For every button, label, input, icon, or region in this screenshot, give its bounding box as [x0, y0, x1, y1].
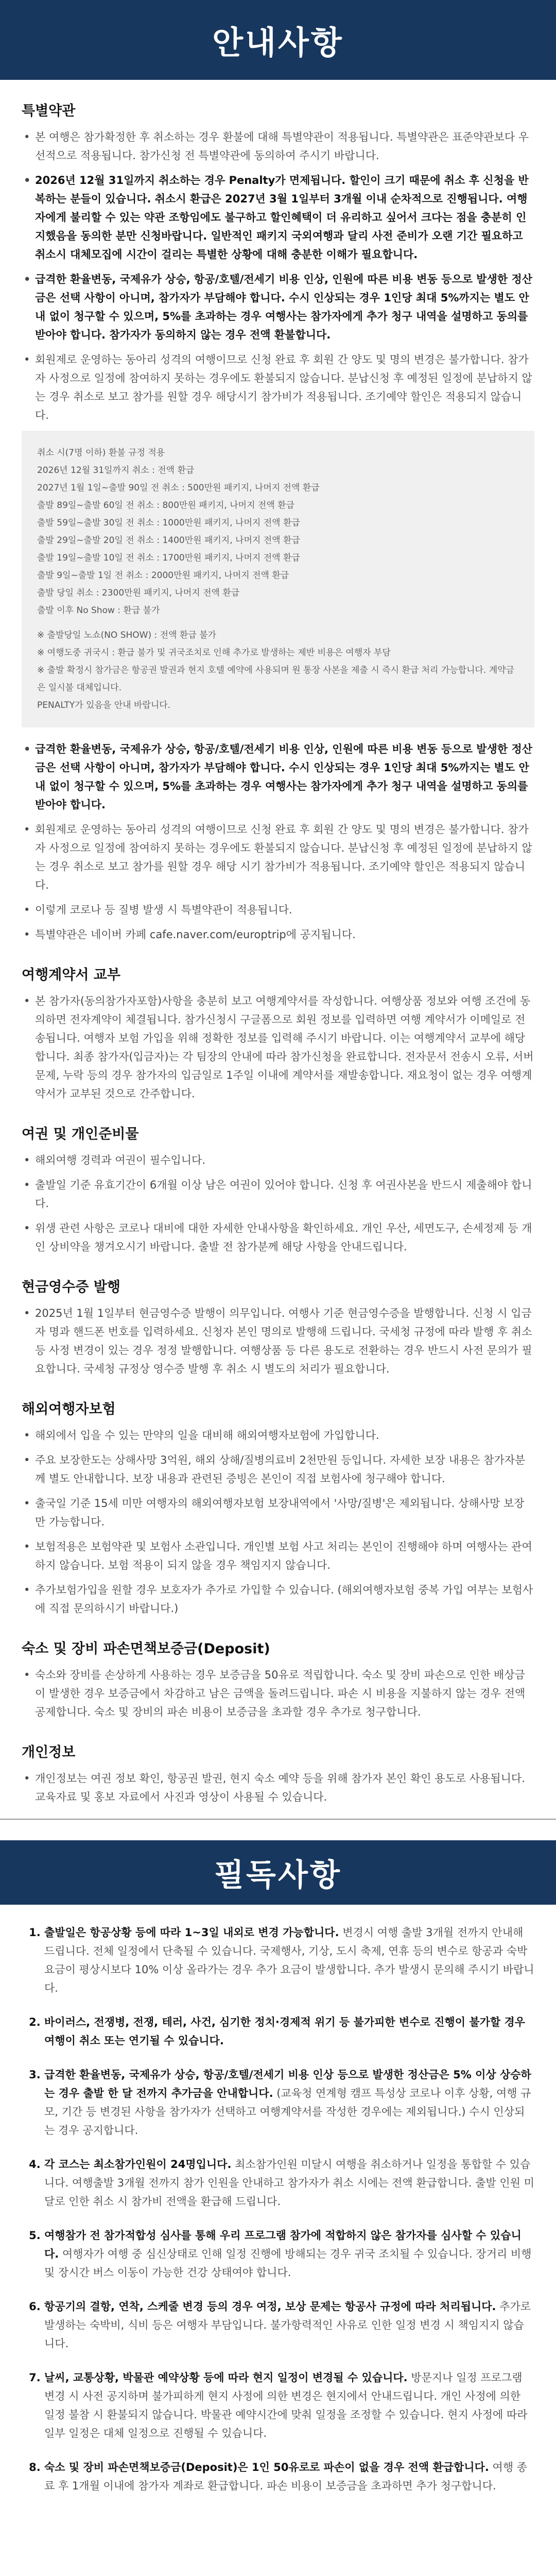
requirement-detail: (교육청 연계형 캠프 특성상 코로나 이후 상황, 여행 규모, 기간 등 변경된 사항을 참가자가 선택하고 여행계약서를 작성한 경우에는 제외됩니다.) 수시 인상되는 경우 공지합니다.	[44, 2087, 531, 2137]
penalty-line: 2027년 1월 1일~출발 90일 전 취소 : 500만원 패키지, 나머지 전액 환급	[37, 483, 320, 493]
penalty-line: 출발 89일~출발 60일 전 취소 : 800만원 패키지, 나머지 전액 환급	[37, 500, 294, 511]
bullet-item: • 보험적용은 보험약관 및 보험사 소관입니다. 개인별 보험 사고 처리는 본인이 진행해야 하며 여행사는 관여하지 않습니다. 보험 적용이 되지 않을 경우 책임지지 않습니다.	[35, 1537, 534, 1574]
requirement-item	[44, 2458, 534, 2495]
requirement-detail: 추가로 발생하는 숙박비, 식비 등은 여행자 부담입니다. 불가항력적인 사유로 인한 일정 변경 시 책임지지 않습니다.	[44, 2300, 531, 2350]
section-title: 현금영수증 발행	[22, 1279, 120, 1295]
divider	[0, 1819, 556, 1820]
requirement-lead: 각 코스는 최소참가인원이 24명입니다.	[44, 2158, 232, 2171]
bullet-list	[22, 992, 534, 1103]
bullet-item: • 해외에서 입을 수 있는 만약의 일을 대비해 해외여행자보험에 가입합니다.	[35, 1426, 534, 1445]
requirement-item	[44, 2013, 534, 2050]
penalty-line: 출발 이후 No Show : 환급 불가	[37, 605, 160, 616]
bullet-item: • 추가보험가입을 원할 경우 보호자가 추가로 가입할 수 있습니다. (해외여행자보험 중복 가입 여부는 보험사에 직접 문의하시기 바랍니다.)	[35, 1581, 534, 1618]
bullet-item: • 본 참가자(동의참가자포함)사항을 충분히 보고 여행계약서를 작성합니다. 여행상품 정보와 여행 조건에 동의하면 전자계약이 체결됩니다. 참가신청시 구글폼으로 회원 정보를 입력하면 여행 계약서가 이메일로 전송됩니다. 여행자 보험 가입을 위해 정확한 정보를 입력해 주시기 바랍니다. 이는 여행계약서 교부에 해당합니다. 최종 참가자(입금자)는 각 팀장의 안내에 따라 참가신청을 완료합니다. 전자문서 전송시 오류, 서버문제, 누락 등의 경우 참가자의 입금일로 1주일 이내에 계약서를 재발송합니다. 재요청이 없는 경우 여행계약서가 교부된 것으로 간주합니다.	[35, 992, 534, 1103]
section-title: 특별약관	[22, 103, 76, 119]
required-title: 필독사항	[214, 1857, 342, 1893]
bullet-item: • 급격한 환율변동, 국제유가 상승, 항공/호텔/전세기 비용 인상, 인원에 따른 비용 변동 등으로 발생한 정산금은 선택 사항이 아니며, 참가자가 부담해야 합니다. 수시 인상되는 경우 1인당 최대 5%까지는 별도 안내 없이 청구할 수 있으며, 5%를 초과하는 경우 여행사는 참가자에게 추가 청구 내역을 설명하고 동의를 받아야 합니다. 참가자가 동의하지 않는 경우 전액 환불합니다.	[35, 270, 534, 344]
penalty-line: 출발 29일~출발 20일 전 취소 : 1400만원 패키지, 나머지 전액 환급	[37, 535, 300, 546]
bullet-list	[22, 1426, 534, 1618]
notice-banner	[0, 0, 556, 80]
requirement-lead: 바이러스, 전쟁병, 전쟁, 테러, 사건, 심기한 정치·경제적 위기 등 불가피한 변수로 진행이 불가할 경우 여행이 취소 또는 연기될 수 있습니다.	[44, 2016, 526, 2047]
section-title: 여권 및 개인준비물	[22, 1126, 139, 1142]
requirement-detail: 여행자가 여행 중 심신상태로 인해 일정 진행에 방해되는 경우 귀국 조치될 수 있습니다. 장거리 비행 및 장시간 버스 이동이 가능한 건강 상태여야 합니다.	[44, 2248, 532, 2279]
bullet-item: • 본 여행은 참가확정한 후 취소하는 경우 환불에 대해 특별약관이 적용됩니다. 특별약관은 표준약관보다 우선적으로 적용됩니다. 참가신청 전 특별약관에 동의하여 주시기 바랍니다.	[35, 128, 534, 165]
section-title: 해외여행자보험	[22, 1401, 116, 1417]
bullet-list	[22, 1769, 534, 1806]
requirement-item	[44, 2155, 534, 2211]
requirement-item	[44, 1923, 534, 1997]
penalty-line: PENALTY가 있음을 안내 바랍니다.	[37, 700, 171, 710]
section-title: 숙소 및 장비 파손면책보증금(Deposit)	[22, 1641, 270, 1657]
bullet-list	[22, 740, 534, 944]
bullet-list	[22, 1151, 534, 1256]
bullet-item: • 숙소와 장비를 손상하게 사용하는 경우 보증금을 50유로 적립합니다. 숙소 및 장비 파손으로 인한 배상금이 발생한 경우 보증금에서 차감하고 남은 금액을 돌려드립니다. 파손 시 비용을 지불하지 않는 경우 전액 공제합니다. 숙소 및 장비의 파손 비용이 보증금을 초과할 경우 추가로 청구합니다.	[35, 1666, 534, 1721]
requirement-detail: 여행 종료 후 1개월 이내에 참가자 계좌로 환급합니다. 파손 비용이 보증금을 초과하면 추가 청구합니다.	[44, 2461, 528, 2492]
penalty-line: 2026년 12월 31일까지 취소 : 전액 환급	[37, 465, 195, 476]
requirement-lead: 급격한 환율변동, 국제유가 상승, 항공/호텔/전세기 비용 인상 등으로 발생한 정산금은 5% 이상 상승하는 경우 출발 한 달 전까지 추가금을 안내합니다.	[44, 2069, 531, 2099]
required-banner	[0, 1840, 556, 1905]
bullet-item: • 2026년 12월 31일까지 취소하는 경우 Penalty가 면제됩니다. 할인이 크기 때문에 취소 후 신청을 반복하는 분들이 있습니다. 취소시 환급은 2027년 3월 1일부터 3개월 이내 순차적으로 진행됩니다. 여행자에게 불리할 수 있는 약관 조항임에도 불구하고 할인혜택이 더 유리하고 싶어서 크다는 점을 충분히 인지했음을 동의한 분만 신청바랍니다. 일반적인 패키지 국외여행과 달리 사전 준비가 오랜 기간 필요하고 취소시 대체모집에 시간이 걸리는 특별한 상황에 대해 충분한 이해가 필요합니다.	[35, 171, 534, 264]
requirement-item	[44, 2297, 534, 2353]
bullet-item: • 급격한 환율변동, 국제유가 상승, 항공/호텔/전세기 비용 인상, 인원에 따른 비용 변동 등으로 발생한 정산금은 선택 사항이 아니며, 참가자가 부담해야 합니다. 수시 인상되는 경우 1인당 최대 5%까지는 별도 안내 없이 청구할 수 있으며, 5%를 초과하는 경우 여행사는 참가자에게 추가 청구 내역을 설명하고 동의를 받아야 합니다.	[35, 740, 534, 814]
requirement-lead: 숙소 및 장비 파손면책보증금(Deposit)은 1인 50유로로 파손이 없을 경우 전액 환급합니다.	[44, 2461, 489, 2473]
requirement-lead: 날씨, 교통상황, 박물관 예약상황 등에 따라 현지 일정이 변경될 수 있습니다.	[44, 2371, 408, 2384]
bullet-item: • 회원제로 운영하는 동아리 성격의 여행이므로 신청 완료 후 회원 간 양도 및 명의 변경은 불가합니다. 참가자 사정으로 일정에 참여하지 못하는 경우에도 환불되지 않습니다. 분납신청 후 예정된 일정에 분납하지 않는 경우 취소로 보고 참가를 원할 경우 해당 시기 참가비가 적용됩니다. 조기예약 할인은 적용되지 않습니다.	[35, 820, 534, 894]
penalty-line: ※ 출발당일 노쇼(NO SHOW) : 전액 환급 불가	[37, 630, 216, 640]
requirement-detail: 방문지나 일정 프로그램 변경 시 사전 공지하며 불가피하게 현지 사정에 의한 변경은 현지에서 안내드립니다. 개인 사정에 의한 일정 불참 시 환불되지 않습니다. 박물관 예약시간에 맞춰 일정을 조정할 수 있습니다. 현지 사정에 따라 일부 일정은 대체 일정으로 진행될 수 있습니다.	[44, 2371, 528, 2439]
bullet-item: • 주요 보장한도는 상해사망 3억원, 해외 상해/질병의료비 2천만원 등입니다. 자세한 보장 내용은 참가자분께 별도 안내합니다. 보장 내용과 관련된 증빙은 본인이 직접 보험사에 청구해야 합니다.	[35, 1451, 534, 1488]
section-title: 여행계약서 교부	[22, 967, 120, 983]
penalty-line: 출발 19일~출발 10일 전 취소 : 1700만원 패키지, 나머지 전액 환급	[37, 553, 300, 563]
penalty-line: 출발 당일 취소 : 2300만원 패키지, 나머지 전액 환급	[37, 588, 240, 598]
penalty-line: 취소 시(7명 이하) 환불 규정 적용	[37, 448, 165, 458]
penalty-box	[22, 431, 534, 727]
requirement-item	[44, 2368, 534, 2443]
bullet-item: • 출발일 기준 유효기간이 6개월 이상 남은 여권이 있어야 합니다. 신청 후 여권사본을 반드시 제출해야 합니다.	[35, 1176, 534, 1213]
section-title: 개인정보	[22, 1744, 76, 1760]
bullet-item: • 특별약관은 네이버 카페 cafe.naver.com/europtrip에 공지됩니다.	[35, 925, 534, 944]
bullet-list	[22, 1666, 534, 1721]
bullet-list	[22, 128, 534, 425]
requirement-item	[44, 2065, 534, 2140]
notice-content	[0, 99, 556, 1806]
requirement-lead: 항공기의 결항, 연착, 스케줄 변경 등의 경우 여정, 보상 문제는 항공사 규정에 따라 처리됩니다.	[44, 2300, 496, 2313]
bullet-list	[22, 1304, 534, 1378]
penalty-line: 출발 59일~출발 30일 전 취소 : 1000만원 패키지, 나머지 전액 환급	[37, 518, 300, 528]
bullet-item: • 위생 관련 사항은 코로나 대비에 대한 자세한 안내사항을 확인하세요. 개인 우산, 세면도구, 손세정제 등 개인 상비약을 챙겨오시기 바랍니다. 출발 전 참가분께 해당 사항을 안내드립니다.	[35, 1219, 534, 1256]
bullet-item: • 해외여행 경력과 여권이 필수입니다.	[35, 1151, 534, 1170]
requirement-lead: 여행참가 전 참가적합성 심사를 통해 우리 프로그램 참가에 적합하지 않은 참가자를 심사할 수 있습니다.	[44, 2229, 522, 2260]
penalty-line	[37, 619, 519, 626]
bullet-item: • 출국일 기준 15세 미만 여행자의 해외여행자보험 보장내역에서 '사망/질병'은 제외됩니다. 상해사망 보장만 가능합니다.	[35, 1494, 534, 1531]
bullet-item: • 개인정보는 여권 정보 확인, 항공권 발권, 현지 숙소 예약 등을 위해 참가자 본인 확인 용도로 사용됩니다. 교육자료 및 홍보 자료에서 사진과 영상이 사용될 수 있습니다.	[35, 1769, 534, 1806]
page-title: 안내사항	[212, 24, 344, 61]
penalty-line: ※ 출발 확정시 참가금은 항공권 발권과 현지 호텔 예약에 사용되며 원 통장 사본을 제출 시 즉시 환급 처리 가능합니다. 계약금은 일시불 대체입니다.	[37, 665, 514, 693]
penalty-line: 출발 9일~출발 1일 전 취소 : 2000만원 패키지, 나머지 전액 환급	[37, 570, 289, 581]
requirement-detail: 최소참가인원 미달시 여행을 취소하거나 일정을 통합할 수 있습니다. 여행출발 3개월 전까지 참가 인원을 안내하고 참가자가 취소 시에는 전액 환급합니다. 출발 인원 미달로 인한 취소 시 참가비 전액을 환급해 드립니다.	[44, 2158, 534, 2208]
requirements-list	[22, 1923, 534, 2495]
penalty-line: ※ 여행도중 귀국시 : 환급 불가 및 귀국조치로 인해 추가로 발생하는 제반 비용은 여행자 부담	[37, 648, 391, 658]
bullet-item: • 이렇게 코로나 등 질병 발생 시 특별약관이 적용됩니다.	[35, 901, 534, 919]
requirement-item	[44, 2226, 534, 2282]
bullet-item: • 회원제로 운영하는 동아리 성격의 여행이므로 신청 완료 후 회원 간 양도 및 명의 변경은 불가합니다. 참가자 사정으로 일정에 참여하지 못하는 경우에도 환불되지 않습니다. 분납신청 후 예정된 일정에 분납하지 않는 경우 취소로 보고 참가를 원할 경우 해당시기 참가비가 적용됩니다. 조기예약 할인은 적용되지 않습니다.	[35, 350, 534, 425]
requirement-detail: 변경시 여행 출발 3개월 전까지 안내해 드립니다. 전체 일정에서 단축될 수 있습니다. 국제행사, 기상, 도시 축제, 연휴 등의 변수로 항공과 숙박 요금이 평상시보다 10% 이상 올라가는 경우 추가 요금이 발생합니다. 추가 발생시 문의해 주시기 바랍니다.	[44, 1926, 534, 1994]
bullet-item: • 2025년 1월 1일부터 현금영수증 발행이 의무입니다. 여행사 기준 현금영수증을 발행합니다. 신청 시 입금자 명과 핸드폰 번호를 입력하세요. 신청자 본인 명의로 발행해 드립니다. 국세청 규정에 따라 발행 후 취소 등 사정 변경이 있는 경우 정정 발행합니다. 여행상품 등 다른 용도로 전환하는 경우 반드시 사전 문의가 필요합니다. 국세청 규정상 영수증 발행 후 취소 시 별도의 처리가 필요합니다.	[35, 1304, 534, 1378]
requirement-lead: 출발일은 항공상황 등에 따라 1~3일 내외로 변경 가능합니다.	[44, 1926, 339, 1939]
